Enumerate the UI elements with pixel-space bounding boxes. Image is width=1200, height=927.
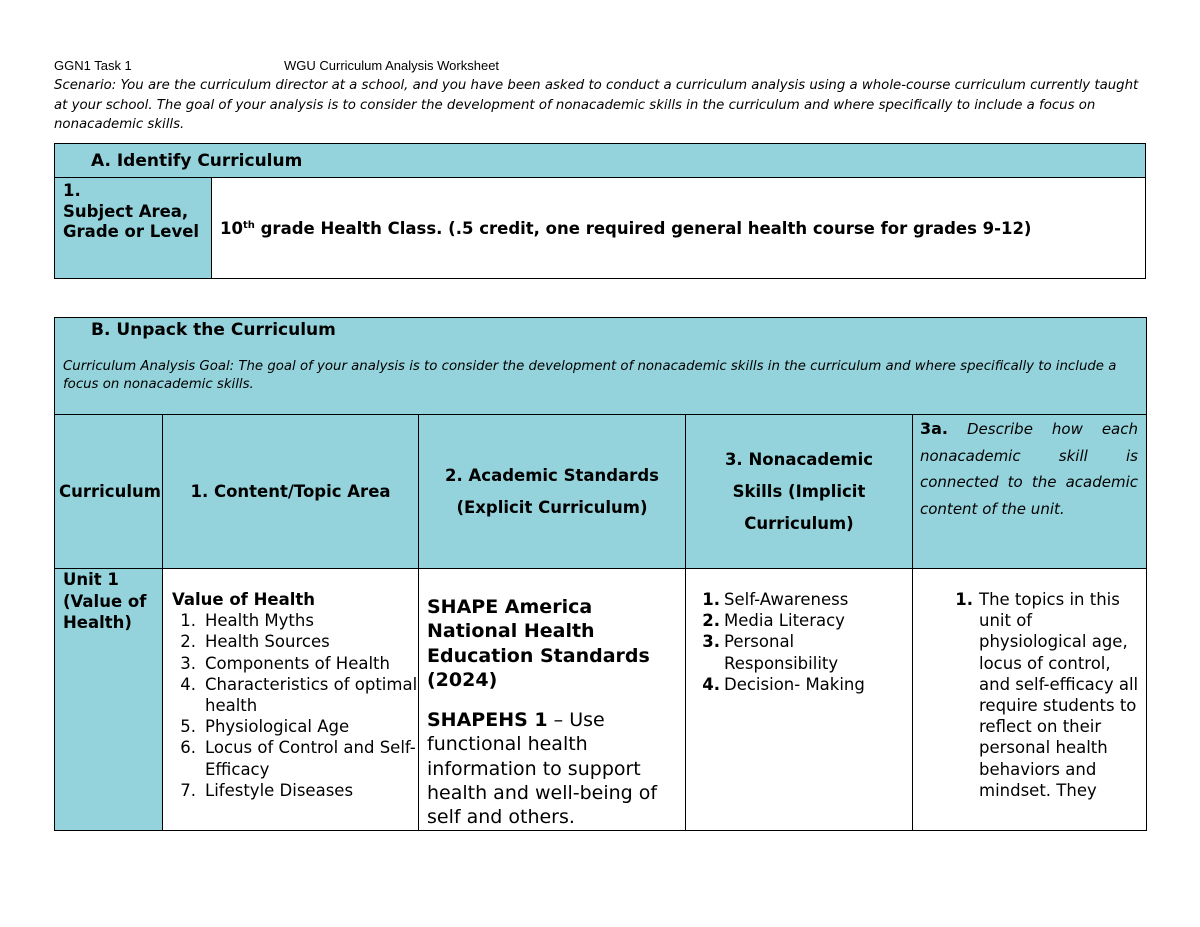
standards-text: – Use functional health information to support health and well-being of self and others.: [427, 709, 658, 829]
unit-1-connection: [913, 569, 1147, 831]
list-item: 3. Personal Responsibility: [702, 632, 839, 673]
course-description: grade Health Class. (.5 credit, one required general health course for grades 9-12): [254, 218, 1032, 238]
describe-text: Describe how each nonacademic skill is connected to the academic content of the unit.: [920, 420, 1138, 518]
list-item: 2. Media Literacy: [702, 611, 845, 631]
col-curriculum: Curriculum: [55, 415, 163, 569]
unit-1-skills: [686, 569, 913, 831]
unit-1-label: Unit 1 (Value of Health): [55, 569, 163, 831]
col-academic-standards: [419, 415, 686, 569]
skills-list: [690, 589, 908, 695]
list-item: 2. Health Sources: [180, 632, 330, 652]
connection-number: 1.: [955, 590, 973, 609]
standards-detail: [427, 708, 679, 829]
analysis-goal-text: Curriculum Analysis Goal: The goal of your analysis is to consider the development of nonacademic skills in the curriculum and where specifically to include a focus on nonacademic skills.: [63, 359, 1117, 392]
list-item: 1. Health Myths: [180, 611, 314, 631]
connection-text: The topics in this unit of physiological age, locus of control, and self-efficacy all require students to reflect on their personal health behaviors and mindset. They: [979, 590, 1139, 800]
subject-area-label: [55, 178, 212, 279]
col-nonacademic-skills: [686, 415, 913, 569]
standards-title: SHAPE America National Health Education Standards (2024): [427, 596, 650, 691]
scenario-text: Scenario: You are the curriculum director at a school, and you have been asked to conduct a curriculum analysis using a whole-course curriculum currently taught at your school. The goal of your analysis is to consider the development of nonacademic skills in the curriculum and where specifically to include a focus on nonacademic skills.: [54, 78, 1139, 132]
document-header: [54, 58, 1146, 76]
skills-line3: Curriculum): [744, 513, 854, 533]
list-item: 5. Physiological Age: [180, 717, 350, 737]
unit-1-standards: [419, 569, 686, 831]
section-b-header: [55, 318, 1147, 415]
standards-line2: (Explicit Curriculum): [456, 497, 648, 517]
standards-line1: 2. Academic Standards: [445, 465, 659, 485]
label-text: Subject Area, Grade or Level: [63, 201, 200, 241]
topic-title: Value of Health: [172, 590, 316, 609]
grade-number: 10: [220, 218, 243, 238]
list-item: 4. Characteristics of optimal health: [180, 674, 418, 716]
col-content-topic: 1. Content/Topic Area: [163, 415, 419, 569]
unit-1-topics: [163, 569, 419, 831]
list-item: 6. Locus of Control and Self-Efficacy: [180, 738, 416, 779]
skills-line1: 3. Nonacademic: [724, 449, 874, 469]
col-skill-connection: [913, 415, 1147, 569]
list-item: 3. Components of Health: [180, 653, 390, 673]
grade-suffix: th: [242, 219, 255, 231]
list-item: 1. Self-Awareness: [702, 590, 849, 609]
describe-number: 3a.: [920, 419, 949, 438]
standards-code: SHAPEHS 1: [427, 709, 548, 732]
unpack-curriculum-table: [54, 317, 1147, 831]
skills-line2: Skills (Implicit: [732, 481, 866, 501]
section-b-heading: B. Unpack the Curriculum: [91, 320, 336, 340]
worksheet-title: WGU Curriculum Analysis Worksheet: [284, 58, 500, 73]
topic-list: [172, 610, 418, 801]
identify-curriculum-table: [54, 143, 1146, 279]
subject-area-value: [212, 178, 1146, 279]
task-label: GGN1 Task 1: [54, 58, 132, 73]
label-number: 1.: [63, 181, 81, 200]
section-a-heading: A. Identify Curriculum: [55, 144, 1146, 178]
list-item: 4. Decision- Making: [702, 674, 865, 694]
list-item: 7. Lifestyle Diseases: [180, 780, 354, 800]
